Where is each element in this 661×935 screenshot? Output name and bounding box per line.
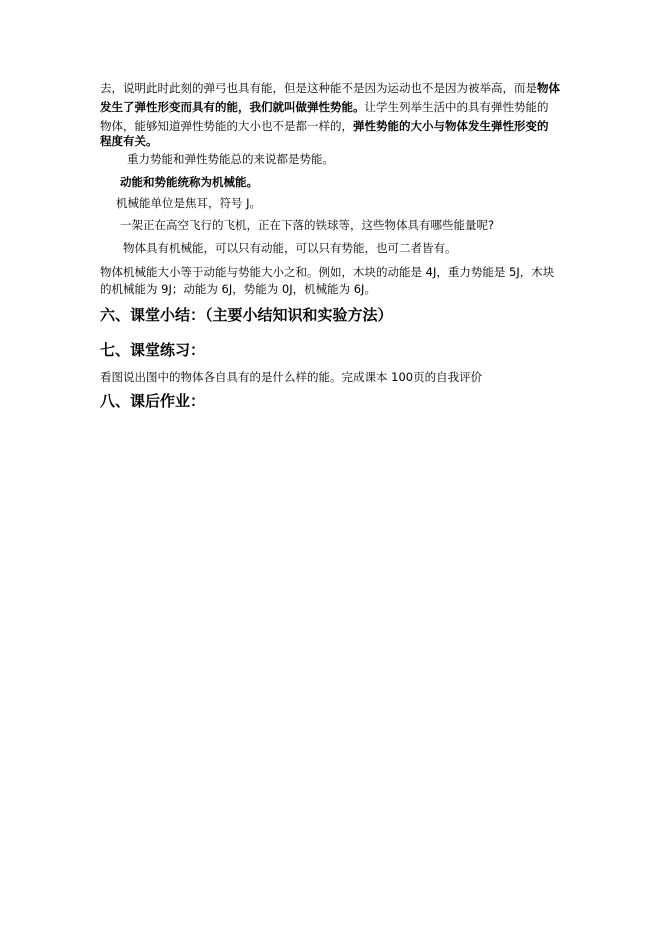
- section-heading-practice: 七、课堂练习：: [100, 341, 206, 359]
- text-run: 去，说明此时此刻的弹弓也具有能，但是这种能不是因为运动也不是因为被举高，而是: [100, 81, 537, 95]
- text-run: 物体，能够知道弹性势能的大小也不是都一样的，: [100, 119, 353, 133]
- sum-line: 物体机械能大小等于动能与势能大小之和。例如，木块的动能是 4J，重力势能是 5J，木块: [100, 265, 555, 279]
- section-heading-homework: 八、课后作业：: [100, 392, 206, 410]
- potential-energy-line: 重力势能和弹性势能总的来说都是势能。: [127, 152, 334, 166]
- mechanical-energy-definition: 动能和势能统称为机械能。: [120, 175, 258, 189]
- paragraph-line: [100, 97, 549, 117]
- bold-text-run: 弹性势能的大小与物体发生弹性形变的: [353, 119, 549, 133]
- paragraph-line: [100, 78, 560, 98]
- mechanical-energy-line: 物体具有机械能，可以只有动能，可以只有势能，也可二者皆有。: [123, 241, 457, 255]
- question-line: 一架正在高空飞行的飞机，正在下落的铁球等，这些物体具有哪些能量呢?: [120, 218, 495, 232]
- bold-text-run: 物体: [537, 81, 560, 95]
- text-run: 让学生列举生活中的具有弹性势能的: [364, 100, 549, 114]
- paragraph-line: [100, 116, 549, 136]
- section-heading-summary: 六、课堂小结：（主要小结知识和实验方法）: [100, 306, 393, 324]
- bold-text-run: 发生了弹性形变而具有的能，我们就叫做弹性势能。: [100, 100, 365, 114]
- practice-text: 看图说出图中的物体各自具有的是什么样的能。完成课本 100页的自我评价: [100, 370, 483, 384]
- unit-line: 机械能单位是焦耳，符号 J。: [116, 196, 262, 210]
- paragraph-line: 程度有关。: [100, 134, 158, 148]
- sum-line: 的机械能为 9J；动能为 6J，势能为 0J，机械能为 6J。: [100, 282, 376, 296]
